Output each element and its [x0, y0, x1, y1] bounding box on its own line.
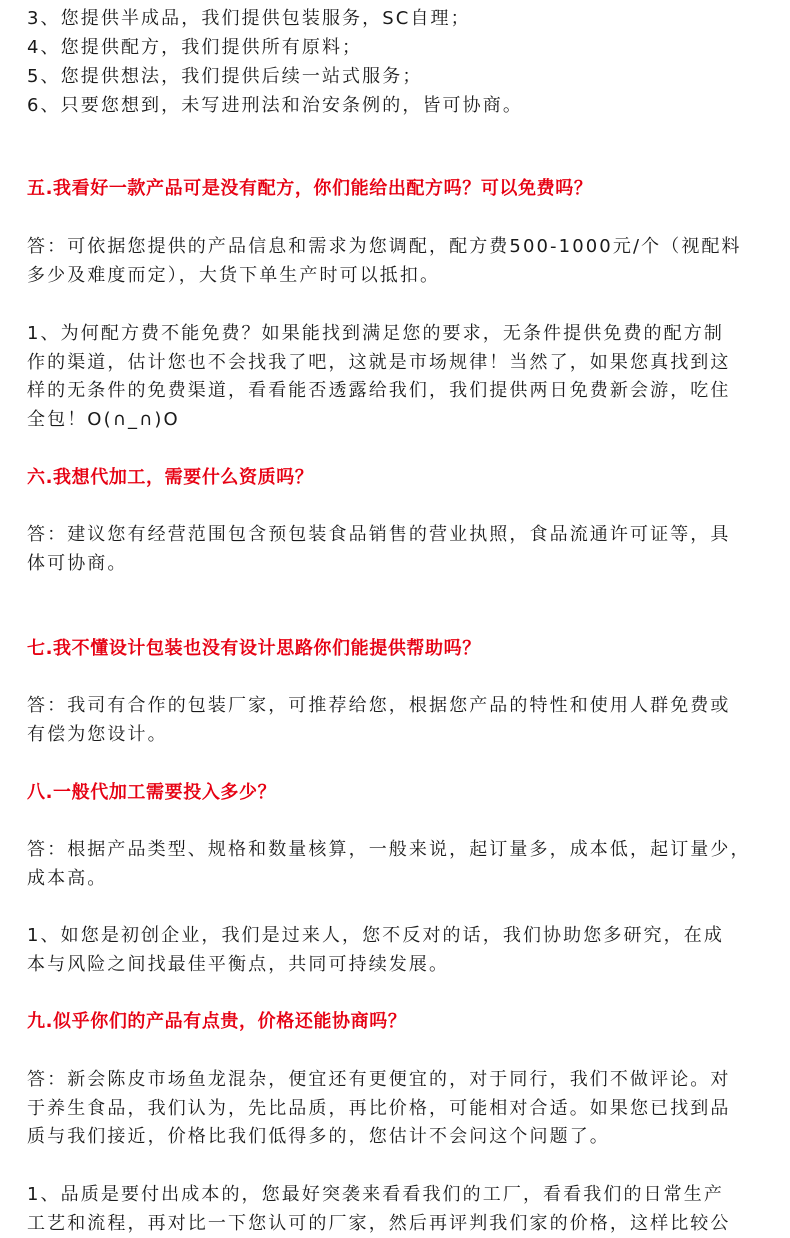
- section-heading: 七.我不懂设计包装也没有设计思路你们能提供帮助吗？: [27, 638, 481, 659]
- intro-list-item: 6、只要您想到，未写进刑法和治安条例的，皆可协商。: [27, 95, 523, 116]
- answer-line: 1、品质是要付出成本的，您最好突袭来看看我们的工厂，看看我们的日常生产: [27, 1184, 724, 1205]
- answer-line: 有偿为您设计。: [27, 724, 168, 745]
- answer-line: 多少及难度而定），大货下单生产时可以抵扣。: [27, 265, 441, 286]
- answer-line: 成本高。: [27, 868, 108, 889]
- section-heading: 六.我想代加工，需要什么资质吗？: [27, 467, 314, 488]
- answer-line: 作的渠道，估计您也不会找我了吧，这就是市场规律！当然了，如果您真找到这: [27, 352, 731, 373]
- section-heading: 八.一般代加工需要投入多少？: [27, 782, 277, 803]
- section-heading: 五.我看好一款产品可是没有配方，你们能给出配方吗？可以免费吗？: [27, 178, 593, 199]
- answer-line: 答：新会陈皮市场鱼龙混杂，便宜还有更便宜的，对于同行，我们不做评论。对: [27, 1069, 731, 1090]
- answer-line: 样的无条件的免费渠道，看看能否透露给我们，我们提供两日免费新会游，吃住: [27, 380, 731, 401]
- answer-line: 答：我司有合作的包装厂家，可推荐给您，根据您产品的特性和使用人群免费或: [27, 695, 731, 716]
- answer-line: 答：可依据您提供的产品信息和需求为您调配，配方费500-1000元/个（视配料: [27, 236, 742, 257]
- section-heading: 九.似乎你们的产品有点贵，价格还能协商吗？: [27, 1011, 407, 1032]
- answer-line: 答：建议您有经营范围包含预包装食品销售的营业执照，食品流通许可证等，具: [27, 524, 731, 545]
- answer-line: 质与我们接近，价格比我们低得多的，您估计不会问这个问题了。: [27, 1126, 610, 1147]
- answer-line: 本与风险之间找最佳平衡点，共同可持续发展。: [27, 954, 450, 975]
- intro-list-item: 3、您提供半成品，我们提供包装服务，SC自理；: [27, 8, 471, 29]
- answer-line: 工艺和流程，再对比一下您认可的厂家，然后再评判我们家的价格，这样比较公: [27, 1213, 731, 1234]
- answer-line: 全包！O(∩_∩)O: [27, 409, 180, 430]
- intro-list-item: 5、您提供想法，我们提供后续一站式服务；: [27, 66, 423, 87]
- intro-list-item: 4、您提供配方，我们提供所有原料；: [27, 37, 363, 58]
- answer-line: 答：根据产品类型、规格和数量核算，一般来说，起订量多，成本低，起订量少，: [27, 839, 751, 860]
- answer-line: 1、如您是初创企业，我们是过来人，您不反对的话，我们协助您多研究，在成: [27, 925, 724, 946]
- answer-line: 于养生食品，我们认为，先比品质，再比价格，可能相对合适。如果您已找到品: [27, 1098, 731, 1119]
- answer-line: 1、为何配方费不能免费？如果能找到满足您的要求，无条件提供免费的配方制: [27, 323, 724, 344]
- answer-line: 体可协商。: [27, 553, 128, 574]
